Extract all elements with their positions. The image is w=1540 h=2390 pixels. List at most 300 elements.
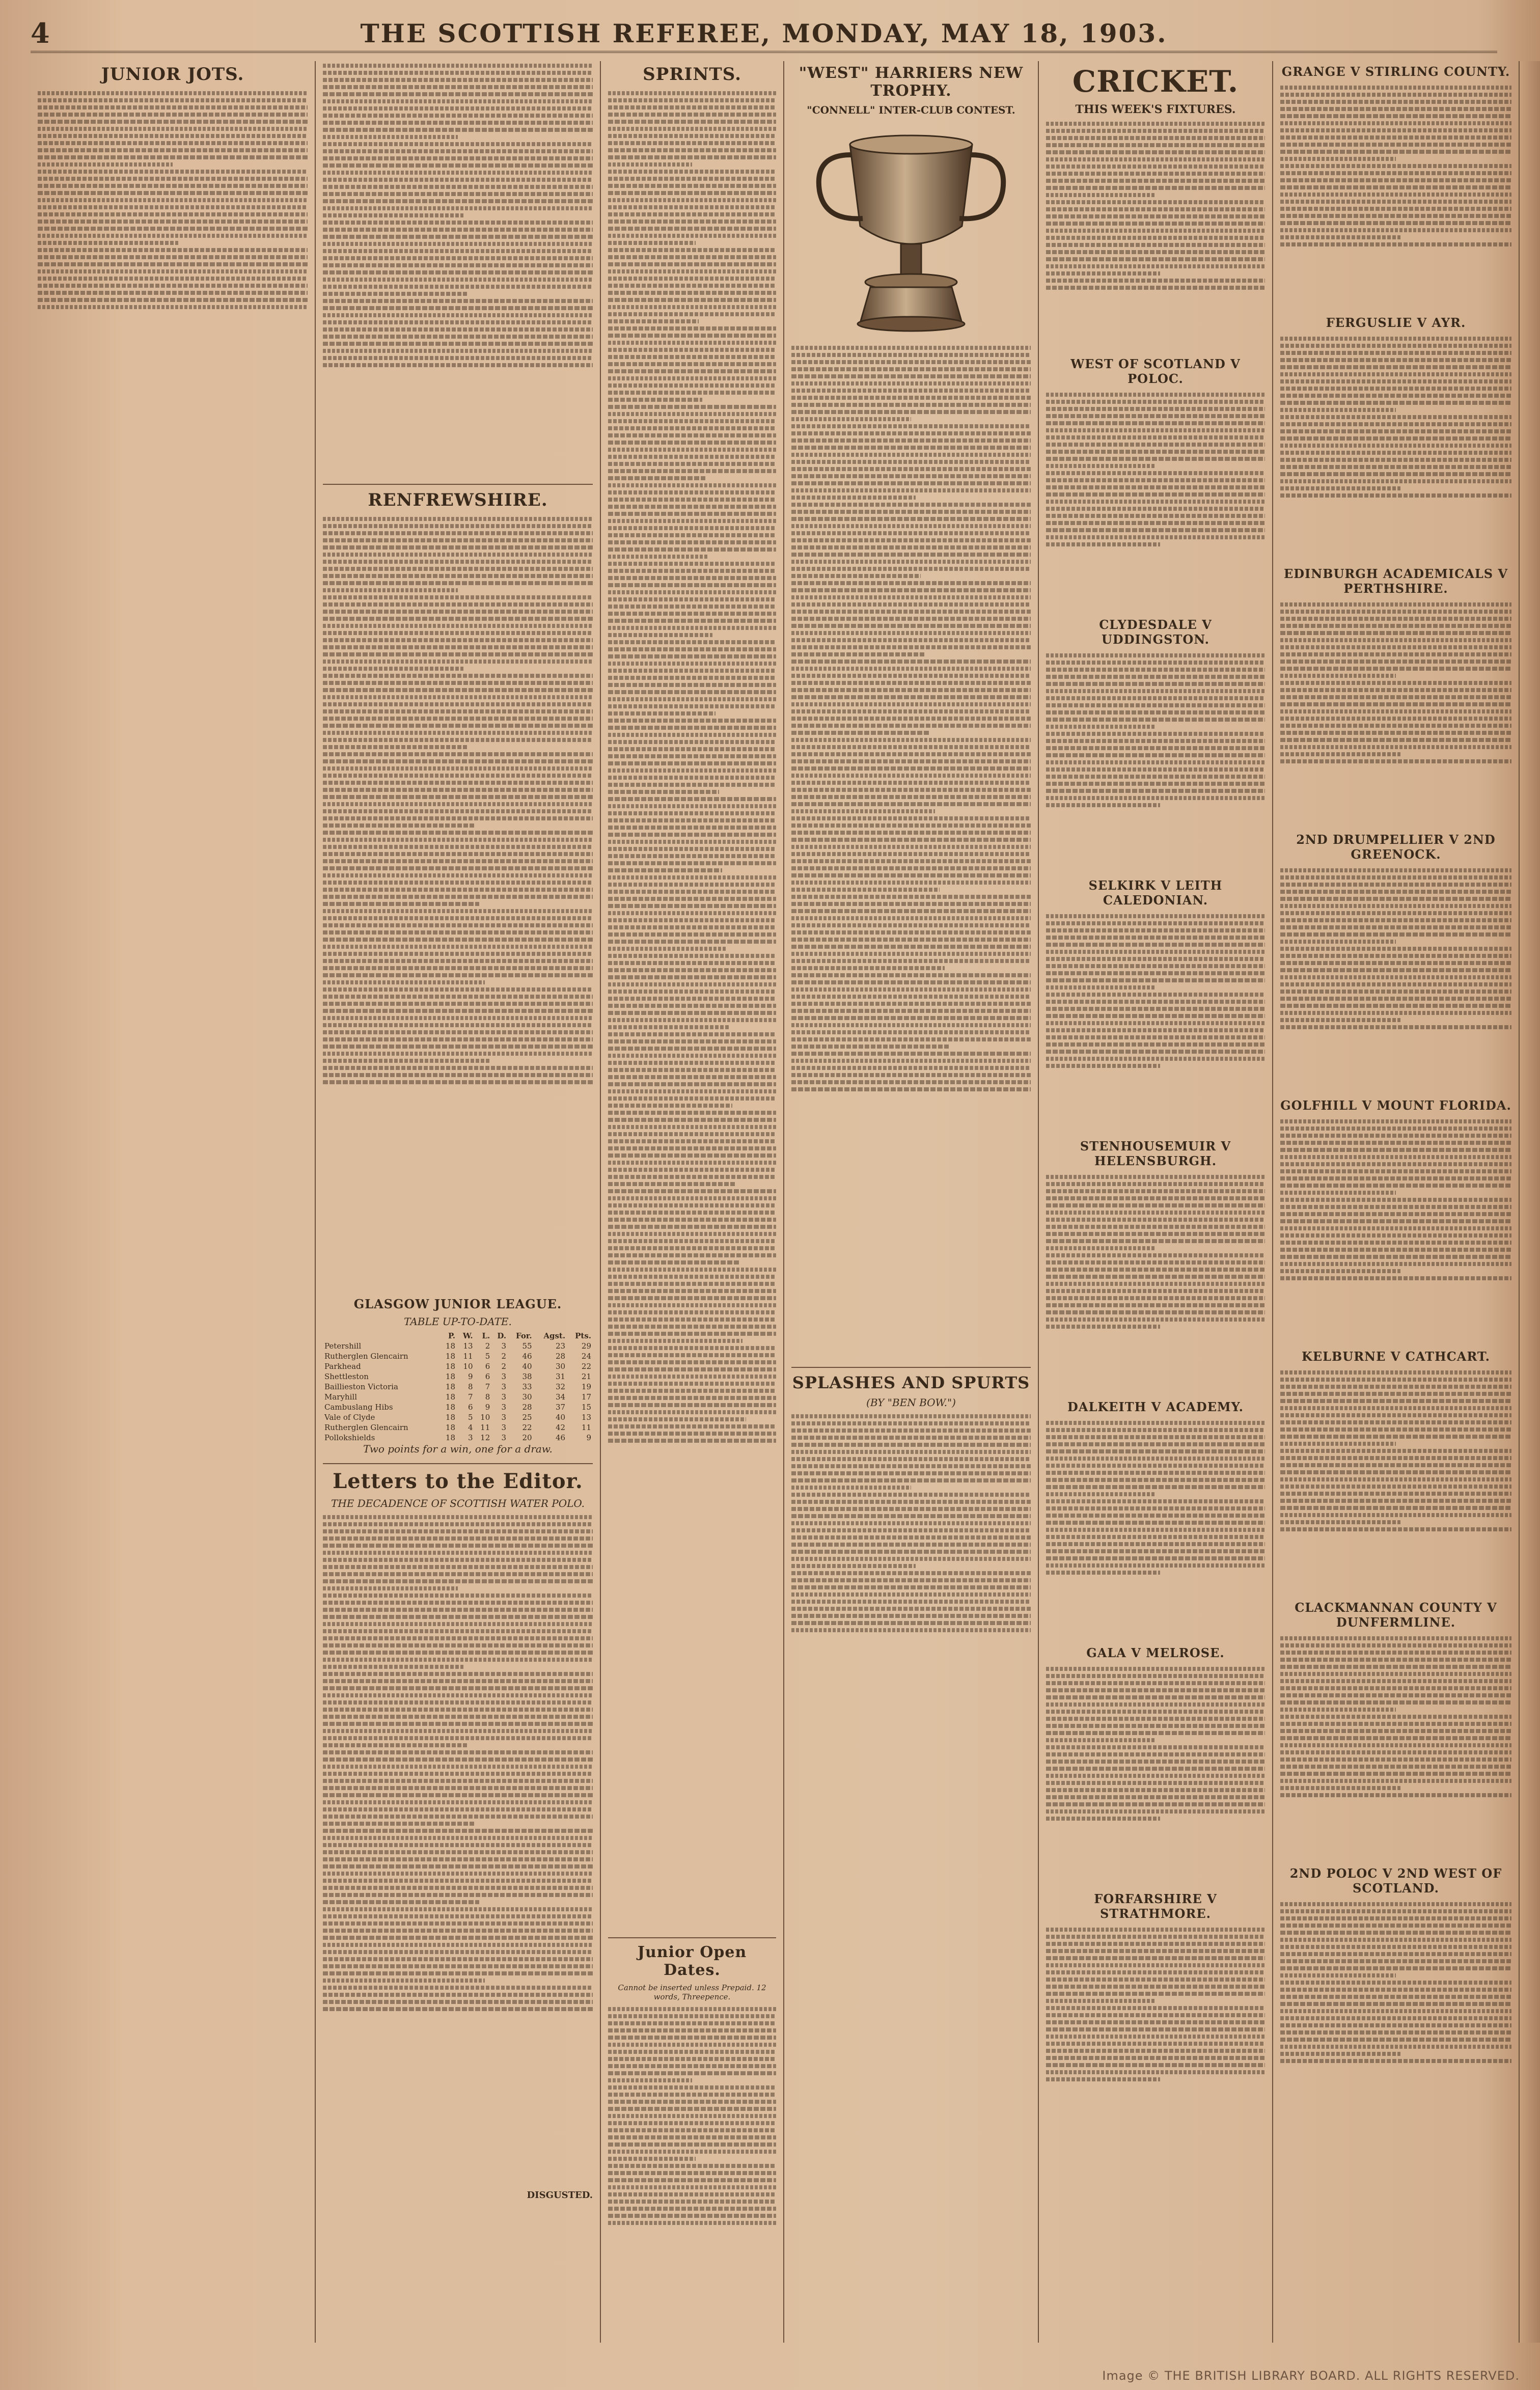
league-cell: 15: [581, 1403, 591, 1412]
text-line: [1280, 436, 1511, 441]
text-line: [791, 403, 1031, 407]
text-line: [38, 127, 308, 131]
text-line: [38, 269, 308, 273]
text-line: [1280, 1470, 1511, 1474]
text-line: [791, 845, 1031, 849]
text-line: [1280, 1750, 1511, 1754]
league-cell: 46: [555, 1433, 566, 1442]
text-line: [1280, 1420, 1511, 1424]
league-cell: Cambuslang Hibs: [324, 1403, 393, 1412]
cricket-match: [1280, 64, 1511, 307]
text-line: [1280, 738, 1511, 742]
text-line: [323, 1864, 593, 1869]
text-line: [1280, 1499, 1511, 1503]
text-line: [608, 2007, 776, 2011]
text-line: [608, 2085, 776, 2090]
text-line: [608, 2178, 776, 2182]
text-line: [1046, 1232, 1265, 1236]
text-line: [38, 277, 308, 281]
text-line: [1280, 1276, 1511, 1280]
text-line: [1280, 752, 1400, 756]
scorecard: [1280, 334, 1511, 558]
text-line: [1280, 2038, 1511, 2042]
cricket-match: [1046, 1399, 1265, 1637]
text-line: [608, 362, 776, 366]
text-line: [608, 2064, 776, 2068]
text-line: [1046, 1731, 1265, 1735]
league-cell: 34: [555, 1392, 566, 1402]
text-line: [323, 987, 593, 992]
text-line: [1046, 950, 1265, 954]
text-line: [608, 997, 776, 1001]
text-line: [323, 738, 593, 742]
text-line: [1280, 868, 1511, 872]
text-line: [323, 688, 593, 692]
text-line: [608, 519, 776, 523]
text-line: [323, 1829, 593, 1833]
text-line: [608, 227, 776, 231]
text-line: [791, 966, 945, 970]
text-line: [323, 106, 593, 111]
text-line: [1280, 1176, 1511, 1180]
text-line: [323, 1572, 593, 1576]
text-line: [1280, 1127, 1511, 1131]
text-line: [1046, 2056, 1265, 2060]
text-line: [1280, 200, 1511, 204]
text-line: [608, 91, 776, 95]
text-line: [608, 469, 776, 473]
text-line: [791, 752, 1031, 756]
text-line: [608, 433, 776, 437]
trophy-illustration: [791, 119, 1031, 343]
text-line: [608, 547, 776, 552]
text-line: [323, 299, 593, 303]
text-line: [791, 1535, 1031, 1540]
text-line: [1046, 1471, 1265, 1475]
text-line: [323, 1943, 593, 1947]
text-line: [1046, 507, 1265, 511]
text-line: [608, 148, 776, 152]
text-line: [1280, 602, 1511, 607]
text-line: [791, 1493, 1031, 1497]
text-line: [1280, 1141, 1511, 1145]
text-line: [323, 1765, 593, 1769]
text-line: [1280, 1651, 1511, 1655]
text-line: [323, 902, 479, 906]
letters-subheading: THE DECADENCE OF SCOTTISH WATER POLO.: [331, 1497, 585, 1509]
text-line: [791, 581, 1031, 585]
text-line: [1046, 122, 1265, 126]
text-line: [1280, 1693, 1511, 1697]
text-line: [608, 797, 776, 801]
text-line: [323, 1601, 593, 1605]
text-line: [791, 1414, 1031, 1418]
league-cell: 17: [581, 1392, 591, 1402]
text-line: [323, 1052, 593, 1056]
text-line: [608, 405, 776, 409]
text-line: [323, 980, 485, 984]
table-row: [323, 1351, 593, 1361]
scorecard: [1280, 1634, 1511, 1858]
text-line: [1046, 1674, 1265, 1678]
masthead: [31, 15, 1497, 53]
text-line: [323, 1907, 593, 1911]
text-line: [791, 930, 1031, 935]
text-line: [791, 702, 1031, 706]
text-line: [1046, 775, 1265, 779]
text-line: [608, 234, 776, 238]
text-line: [1046, 143, 1265, 147]
splashes-heading: SPLASHES AND SPURTS: [792, 1373, 1030, 1392]
text-line: [791, 1614, 1031, 1618]
text-line: [1046, 457, 1265, 461]
text-line: [608, 2107, 776, 2111]
text-line: [608, 1218, 776, 1222]
league-cell: 18: [445, 1372, 455, 1381]
text-line: [608, 1325, 776, 1329]
match-heading: FERGUSLIE V AYR.: [1326, 315, 1466, 330]
scorecard: [1046, 1664, 1265, 1883]
text-line: [323, 845, 593, 849]
scorecard: [1046, 912, 1265, 1131]
text-line: [323, 709, 593, 713]
text-line: [323, 1964, 593, 1968]
league-cell: 10: [480, 1413, 490, 1422]
text-line: [323, 149, 593, 153]
column-cricket: [1039, 61, 1273, 2343]
text-line: [1280, 178, 1511, 182]
text-line: [1046, 682, 1265, 686]
text-line: [608, 1439, 776, 1443]
text-line: [791, 617, 1031, 621]
text-line: [323, 724, 593, 728]
league-cell: 8: [485, 1392, 490, 1402]
text-line: [1280, 890, 1511, 894]
text-line: [608, 2142, 776, 2147]
text-line: [791, 945, 1031, 949]
text-line: [323, 631, 593, 635]
text-line: [1046, 1021, 1265, 1025]
text-line: [791, 795, 1031, 799]
text-line: [1280, 717, 1511, 721]
text-line: [1280, 961, 1511, 965]
text-line: [323, 831, 593, 835]
text-line: [1046, 500, 1265, 504]
text-line: [608, 1432, 776, 1436]
league-cell: 18: [445, 1341, 455, 1351]
divider: [608, 1937, 776, 1938]
text-line: [38, 234, 308, 238]
text-line: [323, 1551, 593, 1555]
league-cell: 2: [485, 1341, 490, 1351]
text-line: [323, 1979, 485, 1983]
text-line: [608, 490, 776, 495]
text-line: [608, 1225, 776, 1229]
text-line: [1046, 1717, 1265, 1721]
text-line: [1046, 696, 1265, 700]
splashes-body: [791, 1412, 1031, 1717]
text-line: [1280, 1729, 1511, 1733]
text-line: [1280, 242, 1511, 246]
text-line: [791, 667, 1031, 671]
text-line: [1046, 1260, 1265, 1265]
scorecard: [1280, 83, 1511, 307]
text-line: [1046, 222, 1265, 226]
text-line: [608, 398, 702, 402]
text-line: [791, 481, 1031, 485]
league-cell: 18: [445, 1362, 455, 1371]
league-cell: 22: [522, 1423, 532, 1432]
league-table: [323, 1331, 593, 1443]
text-line: [1046, 1464, 1265, 1468]
text-line: [608, 498, 776, 502]
text-line: [1046, 542, 1160, 546]
column2-top-body: [323, 61, 593, 479]
text-line: [323, 1665, 463, 1669]
text-line: [323, 1066, 593, 1070]
text-line: [608, 391, 776, 395]
text-line: [791, 346, 1031, 350]
text-line: [1046, 271, 1160, 276]
text-line: [791, 1428, 1031, 1433]
text-line: [323, 745, 469, 749]
text-line: [1046, 1935, 1265, 1939]
text-line: [323, 320, 593, 324]
text-line: [323, 859, 593, 863]
text-line: [1046, 1175, 1265, 1179]
text-line: [1280, 1025, 1511, 1029]
league-cell: 13: [463, 1341, 473, 1351]
text-line: [608, 1139, 776, 1143]
text-line: [1046, 535, 1265, 539]
text-line: [323, 185, 593, 189]
cricket-match: [1280, 1600, 1511, 1858]
text-line: [608, 476, 705, 480]
league-cell: 11: [480, 1423, 490, 1432]
text-line: [791, 1578, 1031, 1582]
text-line: [791, 816, 1031, 820]
text-line: [608, 662, 776, 666]
text-line: [323, 695, 593, 699]
text-line: [791, 1073, 1031, 1077]
text-line: [608, 1182, 736, 1186]
letters-signature: DISGUSTED.: [527, 2190, 593, 2201]
text-line: [323, 881, 593, 885]
text-line: [791, 631, 1031, 635]
text-line: [1280, 1485, 1511, 1489]
text-line: [1046, 1492, 1156, 1496]
text-line: [1280, 1413, 1511, 1417]
text-line: [323, 553, 593, 557]
text-line: [323, 1693, 593, 1697]
text-line: [1046, 1521, 1265, 1525]
text-line: [608, 1346, 776, 1350]
text-line: [323, 1850, 593, 1854]
text-line: [1280, 709, 1511, 713]
text-line: [608, 1004, 776, 1008]
text-line: [608, 334, 776, 338]
text-line: [1280, 121, 1511, 125]
text-line: [323, 1986, 593, 1990]
league-cell: Pollokshields: [324, 1433, 375, 1442]
text-line: [1046, 1246, 1156, 1250]
text-line: [608, 647, 776, 651]
league-cell: 4: [468, 1423, 473, 1432]
text-line: [1046, 1428, 1265, 1432]
text-line: [1280, 444, 1511, 448]
text-line: [1280, 1506, 1511, 1510]
text-line: [323, 1002, 593, 1006]
text-line: [1046, 921, 1265, 925]
text-line: [323, 1900, 479, 1904]
text-line: [38, 191, 308, 195]
text-line: [1280, 1793, 1511, 1797]
text-line: [38, 98, 308, 102]
text-line: [1280, 1370, 1511, 1375]
text-line: [1280, 394, 1511, 398]
text-line: [1280, 631, 1511, 635]
text-line: [1280, 2023, 1511, 2027]
text-line: [323, 788, 593, 792]
text-line: [1280, 724, 1511, 728]
text-line: [1280, 1011, 1511, 1015]
text-line: [608, 383, 776, 388]
text-line: [1280, 93, 1511, 97]
text-line: [608, 1132, 776, 1136]
text-line: [323, 349, 593, 353]
text-line: [1046, 1057, 1265, 1061]
text-line: [1280, 1743, 1511, 1747]
text-line: [1280, 150, 1511, 154]
text-line: [1046, 236, 1265, 240]
text-line: [1046, 653, 1265, 657]
text-line: [1046, 485, 1265, 489]
text-line: [1280, 157, 1396, 161]
text-line: [1280, 1255, 1511, 1259]
league-cell: Maryhill: [324, 1392, 357, 1402]
text-line: [1280, 185, 1511, 189]
cricket-match: [1280, 1098, 1511, 1341]
text-line: [608, 654, 776, 658]
text-line: [1280, 2002, 1511, 2006]
text-line: [323, 602, 593, 607]
text-line: [608, 248, 776, 252]
text-line: [791, 610, 1031, 614]
text-line: [323, 178, 593, 182]
text-line: [791, 545, 1031, 550]
text-line: [1046, 1738, 1156, 1742]
text-line: [608, 1339, 743, 1343]
table-row: [323, 1433, 593, 1443]
text-line: [1046, 760, 1265, 764]
text-line: [323, 1565, 593, 1569]
text-line: [323, 645, 593, 649]
text-line: [323, 681, 593, 685]
scorecard: [1280, 600, 1511, 824]
text-line: [323, 888, 593, 892]
text-line: [1046, 478, 1265, 482]
text-line: [1280, 1988, 1511, 1992]
text-line: [1046, 1695, 1265, 1699]
text-line: [791, 1052, 1031, 1056]
text-line: [323, 285, 593, 289]
text-line: [1046, 157, 1265, 161]
text-line: [608, 462, 776, 466]
text-line: [323, 1708, 593, 1712]
text-line: [323, 2007, 593, 2011]
text-line: [38, 170, 308, 174]
text-line: [323, 1722, 593, 1726]
text-line: [1280, 990, 1511, 994]
text-line: [323, 1615, 593, 1619]
text-line: [1046, 2063, 1265, 2067]
text-line: [608, 1089, 776, 1093]
text-line: [1280, 1456, 1511, 1460]
table-row: [323, 1371, 593, 1382]
text-line: [323, 356, 593, 360]
text-line: [323, 581, 593, 585]
text-line: [608, 811, 776, 815]
text-line: [1046, 1767, 1265, 1771]
cricket-match: [1046, 617, 1265, 870]
text-line: [1046, 414, 1265, 418]
text-line: [323, 1836, 593, 1840]
text-line: [1280, 107, 1511, 111]
table-row: [323, 1412, 593, 1422]
text-line: [1046, 1225, 1265, 1229]
text-line: [1046, 286, 1265, 290]
text-line: [791, 524, 1031, 528]
text-line: [323, 1636, 593, 1640]
text-line: [323, 752, 593, 756]
text-line: [791, 424, 1031, 428]
text-line: [323, 85, 593, 89]
text-line: [608, 569, 776, 573]
text-line: [323, 242, 593, 246]
text-line: [1046, 732, 1265, 736]
league-cell: 3: [501, 1341, 507, 1351]
text-line: [1280, 415, 1511, 419]
copyright-notice: Image © THE BRITISH LIBRARY BOARD. ALL RIGHTS RESERVED.: [1102, 2369, 1520, 2383]
text-line: [1280, 660, 1511, 664]
text-line: [1046, 193, 1156, 197]
text-line: [1046, 1421, 1265, 1425]
text-line: [608, 968, 776, 972]
league-cell: 28: [522, 1403, 532, 1412]
text-line: [1046, 393, 1265, 397]
text-line: [1280, 1995, 1511, 1999]
text-line: [323, 206, 593, 210]
text-line: [323, 674, 593, 678]
text-line: [38, 91, 308, 95]
text-line: [791, 781, 1031, 785]
text-line: [791, 453, 1031, 457]
league-cell: 37: [555, 1403, 566, 1412]
text-line: [608, 170, 776, 174]
text-line: [608, 761, 776, 765]
text-line: [1046, 464, 1156, 468]
text-line: [323, 595, 593, 599]
league-cell: 7: [485, 1382, 490, 1391]
text-line: [323, 524, 593, 528]
text-line: [608, 875, 776, 880]
text-line: [608, 1268, 776, 1272]
text-line: [791, 674, 1031, 678]
text-line: [608, 127, 776, 131]
text-line: [608, 120, 776, 124]
table-row: [323, 1341, 593, 1351]
text-line: [323, 873, 593, 877]
